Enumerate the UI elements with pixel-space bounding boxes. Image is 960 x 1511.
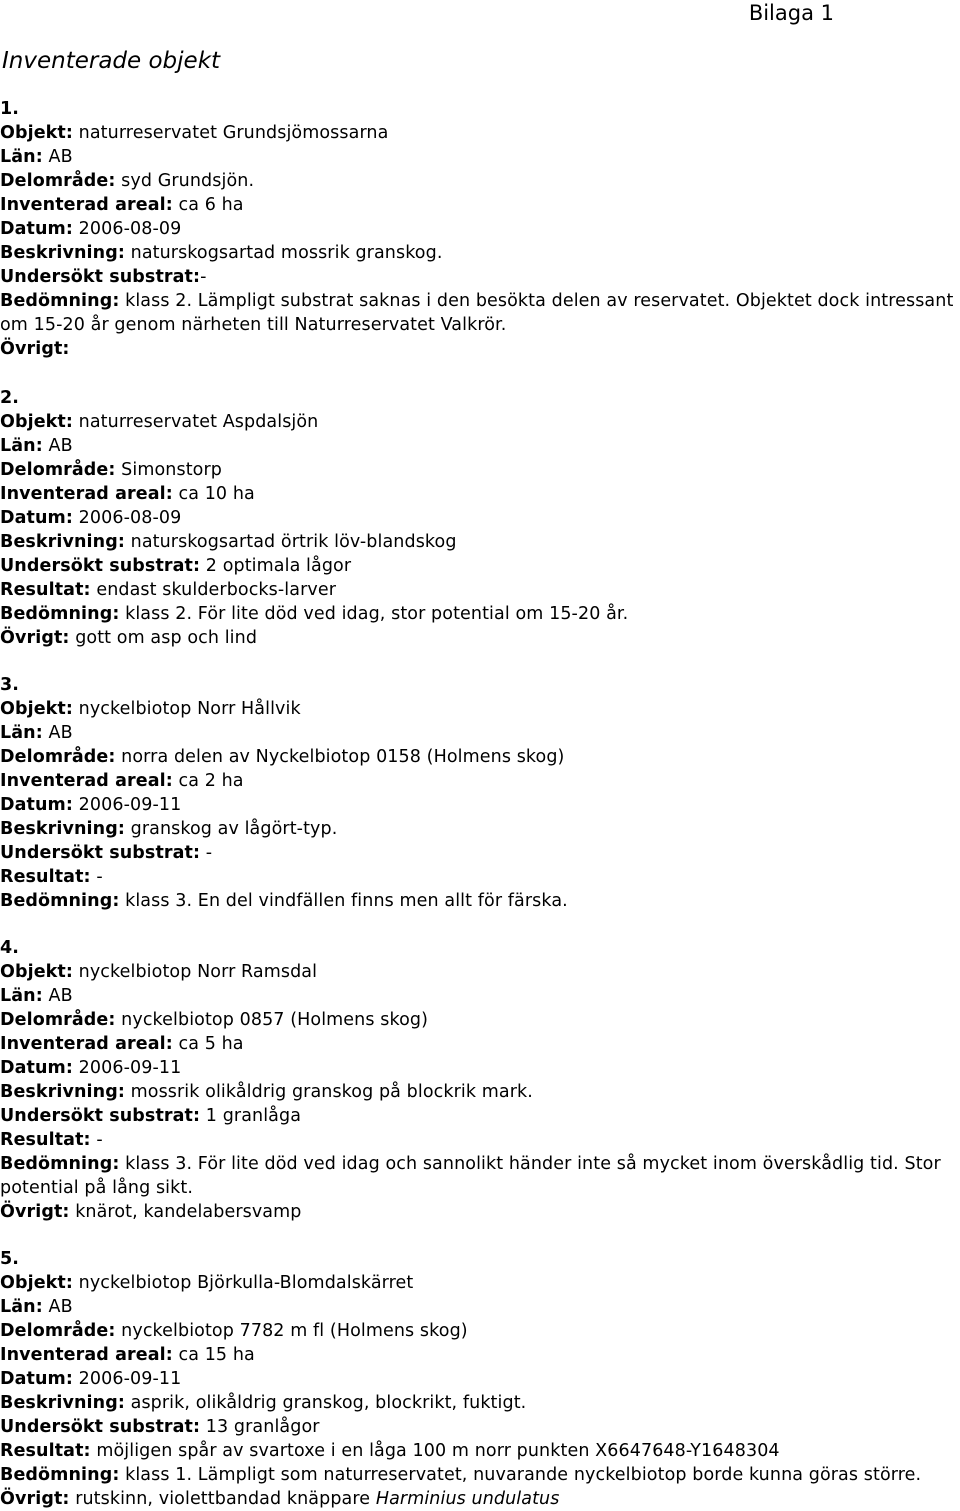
datum-value: 2006-08-09 <box>78 219 182 239</box>
page-title: Inventerade objekt <box>2 48 221 74</box>
substrat-row <box>0 554 958 578</box>
areal-label: Inventerad areal: <box>0 195 173 215</box>
bedomning-value: klass 2. För lite död ved idag, stor potential om 15-20 år. <box>125 604 629 624</box>
objekt-label: Objekt: <box>0 1273 73 1293</box>
objekt-row <box>0 960 958 984</box>
datum-value: 2006-08-09 <box>78 508 182 528</box>
substrat-label: Undersökt substrat: <box>0 1417 201 1437</box>
datum-value: 2006-09-11 <box>78 1369 182 1389</box>
objekt-value: nyckelbiotop Norr Hållvik <box>78 699 301 719</box>
resultat-label: Resultat: <box>0 1130 91 1150</box>
beskrivning-row <box>0 1391 958 1415</box>
datum-row <box>0 793 958 817</box>
inventory-entry-2 <box>0 386 958 650</box>
objekt-row <box>0 697 958 721</box>
ovrigt-row <box>0 626 958 650</box>
beskrivning-value: naturskogsartad mossrik granskog. <box>130 243 443 263</box>
objekt-value: naturreservatet Aspdalsjön <box>78 412 319 432</box>
substrat-row <box>0 841 958 865</box>
areal-value: ca 6 ha <box>178 195 244 215</box>
lan-label: Län: <box>0 436 43 456</box>
beskrivning-label: Beskrivning: <box>0 1393 125 1413</box>
entry-number: 2. <box>0 388 20 408</box>
bedomning-label: Bedömning: <box>0 604 120 624</box>
datum-label: Datum: <box>0 219 73 239</box>
substrat-value: - <box>200 267 207 287</box>
lan-value: AB <box>48 436 73 456</box>
beskrivning-row <box>0 817 958 841</box>
entry-number: 3. <box>0 675 20 695</box>
objekt-label: Objekt: <box>0 962 73 982</box>
areal-row <box>0 1343 958 1367</box>
entry-number: 1. <box>0 99 20 119</box>
resultat-row <box>0 578 958 602</box>
bedomning-label: Bedömning: <box>0 1154 120 1174</box>
inventory-entry-1 <box>0 97 958 361</box>
ovrigt-value: gott om asp och lind <box>75 628 258 648</box>
resultat-value: - <box>96 1130 103 1150</box>
inventory-entry-4 <box>0 936 958 1224</box>
datum-value: 2006-09-11 <box>78 1058 182 1078</box>
ovrigt-label: Övrigt: <box>0 1489 70 1509</box>
substrat-label: Undersökt substrat: <box>0 843 201 863</box>
beskrivning-label: Beskrivning: <box>0 1082 125 1102</box>
beskrivning-row <box>0 241 958 265</box>
delomrade-label: Delområde: <box>0 1010 116 1030</box>
bedomning-row <box>0 889 958 913</box>
substrat-value: 13 granlågor <box>205 1417 320 1437</box>
ovrigt-label: Övrigt: <box>0 339 70 359</box>
beskrivning-label: Beskrivning: <box>0 243 125 263</box>
substrat-value: - <box>205 843 213 863</box>
entry-number: 5. <box>0 1249 20 1269</box>
bedomning-label: Bedömning: <box>0 891 120 911</box>
lan-label: Län: <box>0 723 43 743</box>
datum-label: Datum: <box>0 1058 73 1078</box>
delomrade-row <box>0 458 958 482</box>
delomrade-value: syd Grundsjön. <box>121 171 255 191</box>
bedomning-value: klass 2. Lämpligt substrat saknas i den besökta delen av reservatet. Objektet dock intressant om 15-20 år genom närheten till Naturreservatet Valkrör. <box>0 291 954 335</box>
bedomning-value: klass 3. För lite död ved idag och sannolikt händer inte så mycket inom överskådlig tid. Stor potential på lång sikt. <box>0 1154 941 1198</box>
bedomning-label: Bedömning: <box>0 291 120 311</box>
areal-row <box>0 193 958 217</box>
delomrade-value: norra delen av Nyckelbiotop 0158 (Holmens skog) <box>121 747 565 767</box>
ovrigt-label: Övrigt: <box>0 1202 70 1222</box>
substrat-row <box>0 1104 958 1128</box>
resultat-row <box>0 1128 958 1152</box>
resultat-label: Resultat: <box>0 580 91 600</box>
datum-label: Datum: <box>0 1369 73 1389</box>
bedomning-row <box>0 602 958 626</box>
delomrade-label: Delområde: <box>0 171 116 191</box>
areal-label: Inventerad areal: <box>0 1034 173 1054</box>
datum-label: Datum: <box>0 508 73 528</box>
objekt-row <box>0 121 958 145</box>
ovrigt-value: knärot, kandelabersvamp <box>75 1202 302 1222</box>
beskrivning-value: asprik, olikåldrig granskog, blockrikt, fuktigt. <box>130 1393 527 1413</box>
delomrade-row <box>0 169 958 193</box>
areal-label: Inventerad areal: <box>0 1345 173 1365</box>
areal-row <box>0 1032 958 1056</box>
substrat-label: Undersökt substrat: <box>0 267 201 287</box>
lan-row <box>0 434 958 458</box>
areal-value: ca 2 ha <box>178 771 244 791</box>
areal-row <box>0 482 958 506</box>
appendix-label: Bilaga 1 <box>748 1 834 25</box>
lan-value: AB <box>48 723 73 743</box>
inventory-entry-5 <box>0 1247 958 1511</box>
objekt-label: Objekt: <box>0 412 73 432</box>
ovrigt-value: rutskinn, violettbandad knäppare <box>75 1489 371 1509</box>
beskrivning-row <box>0 1080 958 1104</box>
objekt-row <box>0 410 958 434</box>
beskrivning-label: Beskrivning: <box>0 819 125 839</box>
lan-label: Län: <box>0 1297 43 1317</box>
lan-row <box>0 1295 958 1319</box>
ovrigt-row <box>0 1200 958 1224</box>
resultat-value: - <box>96 867 103 887</box>
objekt-value: naturreservatet Grundsjömossarna <box>78 123 389 143</box>
resultat-row <box>0 1439 958 1463</box>
datum-row <box>0 1056 958 1080</box>
areal-value: ca 10 ha <box>178 484 255 504</box>
objekt-value: nyckelbiotop Norr Ramsdal <box>78 962 318 982</box>
resultat-label: Resultat: <box>0 1441 91 1461</box>
delomrade-label: Delområde: <box>0 1321 116 1341</box>
delomrade-row <box>0 1008 958 1032</box>
datum-row <box>0 506 958 530</box>
lan-row <box>0 984 958 1008</box>
objekt-row <box>0 1271 958 1295</box>
ovrigt-species: Harminius undulatus <box>375 1489 560 1509</box>
resultat-row <box>0 865 958 889</box>
delomrade-label: Delområde: <box>0 460 116 480</box>
resultat-value: möjligen spår av svartoxe i en låga 100 m norr punkten X6647648-Y1648304 <box>96 1441 780 1461</box>
datum-label: Datum: <box>0 795 73 815</box>
datum-row <box>0 1367 958 1391</box>
ovrigt-label: Övrigt: <box>0 628 70 648</box>
areal-row <box>0 769 958 793</box>
delomrade-label: Delområde: <box>0 747 116 767</box>
lan-value: AB <box>48 986 73 1006</box>
delomrade-value: nyckelbiotop 0857 (Holmens skog) <box>121 1010 429 1030</box>
substrat-value: 2 optimala lågor <box>205 556 352 576</box>
substrat-value: 1 granlåga <box>205 1106 302 1126</box>
bedomning-value: klass 3. En del vindfällen finns men allt för färska. <box>125 891 568 911</box>
substrat-label: Undersökt substrat: <box>0 1106 201 1126</box>
resultat-value: endast skulderbocks-larver <box>96 580 336 600</box>
delomrade-value: Simonstorp <box>121 460 222 480</box>
datum-row <box>0 217 958 241</box>
objekt-value: nyckelbiotop Björkulla-Blomdalskärret <box>78 1273 414 1293</box>
entry-number: 4. <box>0 938 20 958</box>
objekt-label: Objekt: <box>0 699 73 719</box>
lan-value: AB <box>48 1297 73 1317</box>
lan-label: Län: <box>0 147 43 167</box>
ovrigt-row <box>0 1487 958 1511</box>
areal-value: ca 15 ha <box>178 1345 255 1365</box>
beskrivning-label: Beskrivning: <box>0 532 125 552</box>
objekt-label: Objekt: <box>0 123 73 143</box>
bedomning-row <box>0 289 958 337</box>
substrat-row <box>0 1415 958 1439</box>
beskrivning-value: granskog av lågört-typ. <box>130 819 338 839</box>
areal-label: Inventerad areal: <box>0 771 173 791</box>
bedomning-row <box>0 1463 958 1487</box>
delomrade-value: nyckelbiotop 7782 m fl (Holmens skog) <box>121 1321 468 1341</box>
areal-label: Inventerad areal: <box>0 484 173 504</box>
beskrivning-row <box>0 530 958 554</box>
bedomning-label: Bedömning: <box>0 1465 120 1485</box>
delomrade-row <box>0 1319 958 1343</box>
delomrade-row <box>0 745 958 769</box>
beskrivning-value: naturskogsartad örtrik löv-blandskog <box>130 532 457 552</box>
inventory-entry-3 <box>0 673 958 913</box>
bedomning-value: klass 1. Lämpligt som naturreservatet, nuvarande nyckelbiotop borde kunna göras större. <box>125 1465 922 1485</box>
lan-row <box>0 145 958 169</box>
bedomning-row <box>0 1152 958 1200</box>
datum-value: 2006-09-11 <box>78 795 182 815</box>
ovrigt-row <box>0 337 958 361</box>
resultat-label: Resultat: <box>0 867 91 887</box>
lan-label: Län: <box>0 986 43 1006</box>
beskrivning-value: mossrik olikåldrig granskog på blockrik mark. <box>130 1082 533 1102</box>
substrat-label: Undersökt substrat: <box>0 556 201 576</box>
lan-value: AB <box>48 147 73 167</box>
substrat-row <box>0 265 958 289</box>
areal-value: ca 5 ha <box>178 1034 244 1054</box>
lan-row <box>0 721 958 745</box>
